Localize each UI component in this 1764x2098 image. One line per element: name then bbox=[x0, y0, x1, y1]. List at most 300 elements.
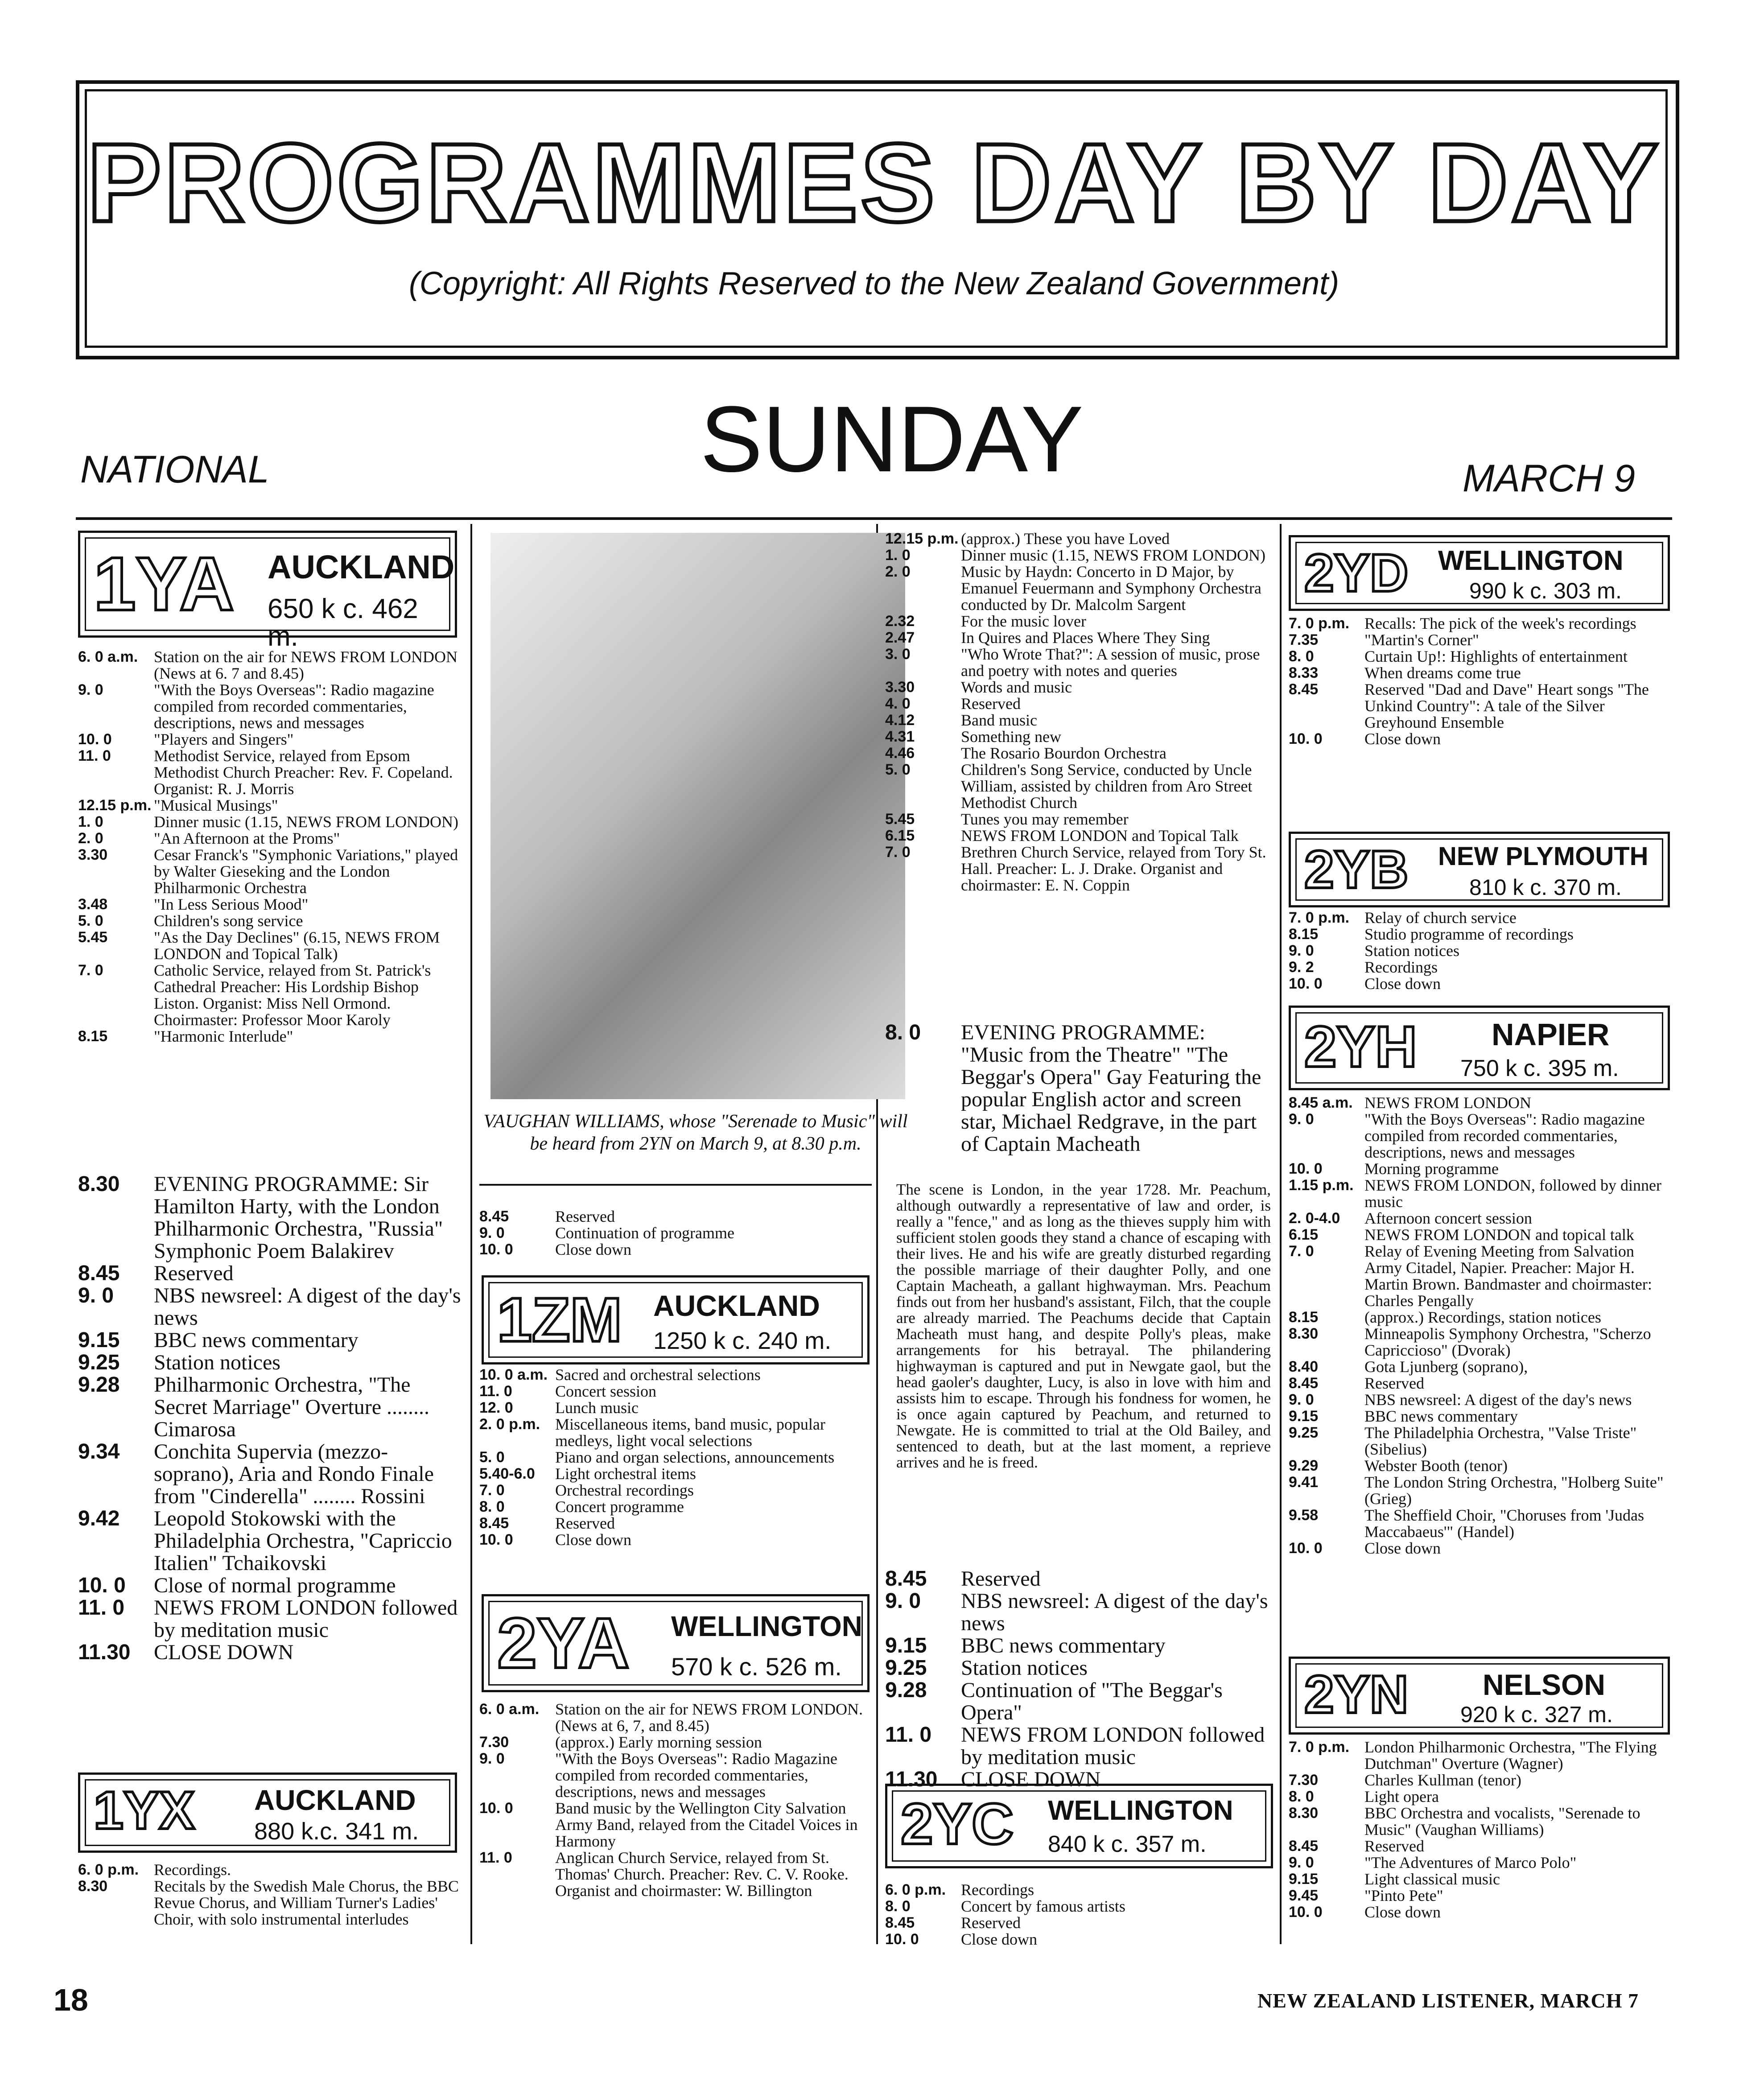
masthead-title: PROGRAMMES DAY BY DAY bbox=[87, 120, 1661, 245]
entry-time: 3.30 bbox=[78, 846, 108, 863]
schedule-entry bbox=[1289, 1425, 1672, 1458]
entry-time: 8.45 bbox=[1289, 681, 1319, 698]
schedule-entry bbox=[885, 613, 1271, 630]
entry-time: 11. 0 bbox=[78, 747, 111, 764]
station-sign-2yn: 2YN bbox=[1304, 1665, 1409, 1724]
entry-text: Cesar Franck's "Symphonic Variations," played by Walter Gieseking and the London Philharmonic Orchestra bbox=[154, 846, 458, 897]
entry-text: Catholic Service, relayed from St. Patrick's Cathedral Preacher: His Lordship Bishop Liston. Organist: Miss Nell Ormond. Choirmaster: Professor Moor Karoly bbox=[154, 961, 431, 1029]
schedule-entry bbox=[78, 649, 462, 682]
station-freq-2ya: 570 k c. 526 m. bbox=[671, 1653, 842, 1681]
schedule-entry bbox=[1289, 1772, 1672, 1789]
entry-time: 9. 0 bbox=[78, 681, 103, 698]
schedule-entry bbox=[1289, 1227, 1672, 1243]
entry-text: London Philharmonic Orchestra, "The Flying Dutchman" Overture (Wagner) bbox=[1364, 1738, 1657, 1772]
entry-text: The Sheffield Choir, "Choruses from 'Judas Maccabaeus'" (Handel) bbox=[1364, 1506, 1644, 1541]
schedule-entry bbox=[78, 682, 462, 731]
entry-text: CLOSE DOWN bbox=[961, 1768, 1101, 1791]
entry-text: Webster Booth (tenor) bbox=[1364, 1457, 1508, 1475]
entry-time: 9.42 bbox=[78, 1507, 120, 1530]
schedule-entry bbox=[1289, 1408, 1672, 1425]
entry-text: "Pinto Pete" bbox=[1364, 1887, 1443, 1904]
entry-text: "Harmonic Interlude" bbox=[154, 1027, 293, 1045]
entry-time: 10. 0 bbox=[479, 1241, 513, 1258]
schedule-entry bbox=[78, 1352, 462, 1374]
schedule-2yn bbox=[1289, 1739, 1672, 1921]
entry-text: NEWS FROM LONDON, followed by dinner music bbox=[1364, 1176, 1661, 1211]
entry-time: 7.30 bbox=[1289, 1772, 1319, 1789]
entry-text: In Quires and Places Where They Sing bbox=[961, 629, 1210, 647]
entry-time: 10. 0 bbox=[78, 1574, 126, 1597]
schedule-entry bbox=[78, 1173, 462, 1262]
station-box-2yd bbox=[1289, 535, 1670, 611]
entry-time: 9. 2 bbox=[1289, 959, 1314, 976]
entry-text: Miscellaneous items, band music, popular medleys, light vocal selections bbox=[555, 1415, 825, 1450]
schedule-entry bbox=[885, 762, 1271, 811]
schedule-entry bbox=[479, 1241, 872, 1258]
entry-time: 10. 0 bbox=[1289, 730, 1323, 747]
entry-text: Something new bbox=[961, 728, 1061, 746]
schedule-entry bbox=[78, 913, 462, 929]
schedule-entry bbox=[1289, 1871, 1672, 1888]
schedule-entry bbox=[78, 1285, 462, 1329]
schedule-entry bbox=[885, 729, 1271, 745]
entry-time: 5.40-6.0 bbox=[479, 1465, 535, 1482]
schedule-entry bbox=[1289, 1210, 1672, 1227]
entry-text: Reserved bbox=[961, 695, 1021, 713]
entry-time: 7. 0 bbox=[1289, 1243, 1314, 1260]
entry-text: Close down bbox=[555, 1531, 631, 1549]
schedule-entry bbox=[78, 1329, 462, 1352]
station-box-1zm bbox=[482, 1275, 870, 1364]
station-freq-2yd: 990 k c. 303 m. bbox=[1469, 578, 1622, 603]
entry-time: 8.15 bbox=[1289, 926, 1319, 943]
entry-time: 10. 0 bbox=[1289, 975, 1323, 992]
schedule-entry bbox=[78, 1262, 462, 1285]
entry-time: 9.15 bbox=[78, 1328, 120, 1352]
entry-time: 8. 0 bbox=[885, 1021, 921, 1044]
schedule-entry bbox=[885, 531, 1271, 547]
entry-time: 8. 0 bbox=[1289, 648, 1314, 665]
entry-time: 8.45 bbox=[885, 1567, 927, 1591]
station-box-1ya bbox=[78, 531, 457, 652]
entry-text: Minneapolis Symphony Orchestra, "Scherzo Capriccioso" (Dvorak) bbox=[1364, 1325, 1651, 1359]
entry-text: "In Less Serious Mood" bbox=[154, 895, 309, 913]
entry-time: 8.15 bbox=[78, 1028, 108, 1045]
schedule-entry bbox=[78, 1575, 462, 1597]
schedule-entry bbox=[885, 547, 1271, 564]
entry-time: 6. 0 p.m. bbox=[78, 1861, 139, 1878]
schedule-entry bbox=[78, 814, 462, 830]
entry-time: 1.15 p.m. bbox=[1289, 1177, 1354, 1194]
schedule-entry bbox=[479, 1416, 872, 1449]
schedule-entry bbox=[885, 696, 1271, 712]
schedule-entry bbox=[885, 1882, 1271, 1898]
entry-time: 9.34 bbox=[78, 1440, 120, 1463]
entry-time: 8.15 bbox=[1289, 1309, 1319, 1326]
station-freq-2yc: 840 k c. 357 m. bbox=[1048, 1831, 1207, 1857]
schedule-entry bbox=[885, 1898, 1271, 1915]
station-sign-1zm: 1ZM bbox=[497, 1285, 622, 1355]
entry-text: Recalls: The pick of the week's recordings bbox=[1364, 614, 1636, 632]
entry-time: 7. 0 bbox=[479, 1482, 505, 1499]
schedule-entry bbox=[1289, 926, 1672, 943]
schedule-entry bbox=[885, 630, 1271, 646]
station-city-2yn: NELSON bbox=[1483, 1668, 1606, 1701]
entry-text: EVENING PROGRAMME: "Music from the Theatre" "The Beggar's Opera" Gay Featuring the popular English actor and screen star, Michael Redgrave, in the part of Captain Macheath bbox=[961, 1021, 1261, 1156]
schedule-entry bbox=[78, 797, 462, 814]
entry-time: 8.45 bbox=[479, 1208, 509, 1225]
station-sign-2yd: 2YD bbox=[1304, 543, 1409, 603]
entry-text: Close down bbox=[1364, 730, 1441, 748]
station-freq-1yx: 880 k.c. 341 m. bbox=[254, 1818, 419, 1845]
entry-text: Anglican Church Service, relayed from St. Thomas' Church. Preacher: Rev. C. V. Rooke. Organist and choirmaster: W. Billington bbox=[555, 1849, 849, 1900]
entry-text: BBC news commentary bbox=[961, 1634, 1166, 1657]
entry-text: Recordings bbox=[961, 1881, 1034, 1899]
entry-text: Relay of church service bbox=[1364, 909, 1517, 927]
schedule-entry bbox=[1289, 1540, 1672, 1557]
station-sign-2yb: 2YB bbox=[1304, 840, 1409, 899]
schedule-entry bbox=[1289, 681, 1672, 731]
entry-text: Dinner music (1.15, NEWS FROM LONDON) bbox=[961, 546, 1265, 564]
schedule-entry bbox=[1289, 1359, 1672, 1375]
station-box-2ya bbox=[482, 1594, 870, 1692]
entry-text: Station notices bbox=[1364, 942, 1459, 960]
header-rule bbox=[76, 517, 1672, 520]
entry-time: 9. 0 bbox=[479, 1750, 505, 1767]
station-city-2yb: NEW PLYMOUTH bbox=[1438, 842, 1649, 871]
schedule-entry bbox=[1289, 731, 1672, 747]
entry-time: 9.25 bbox=[1289, 1424, 1319, 1441]
entry-time: 2. 0-4.0 bbox=[1289, 1210, 1340, 1227]
station-freq-2yb: 810 k c. 370 m. bbox=[1469, 875, 1622, 900]
entry-time: 4.46 bbox=[885, 745, 915, 762]
schedule-entry bbox=[885, 1679, 1271, 1724]
station-freq-2yh: 750 k c. 395 m. bbox=[1460, 1055, 1619, 1081]
station-box-2yb bbox=[1289, 832, 1670, 907]
entry-text: Concert by famous artists bbox=[961, 1897, 1125, 1915]
schedule-2ya bbox=[479, 1701, 872, 1899]
station-box-2yc bbox=[885, 1784, 1273, 1868]
entry-time: 8.45 bbox=[78, 1261, 120, 1285]
entry-text: Philharmonic Orchestra, "The Secret Marriage" Overture ........ Cimarosa bbox=[154, 1373, 429, 1441]
entry-text: Reserved bbox=[555, 1514, 615, 1532]
story-synopsis: The scene is London, in the year 1728. Mr. Peachum, although outwardly a representative of law and order, is really a "fence," and as long as the thieves supply him with sufficient stolen goods they stand a chance of escaping with their lives. He and his wife are greatly disturbed regarding the possible marriage of their daughter Polly, and one Captain Macheath, a gallant highwayman. Mrs. Peachum finds out from her husband's assistant, Filch, that the couple are already married. The Peachums decide that Captain Macheath must hang, and despite Polly's pleas, make arrangements for his betrayal. The philandering highwayman is captured and put in Newgate gaol, but the head gaoler's daughter, Lucy, is also in love with him and assists him to escape. Through his fondness for women, he is once again captured by Peachum, and returned to Newgate. He is committed to trial at the Old Bailey, and sentenced to death, but at the last moment, a reprieve arrives and he is freed. bbox=[896, 1181, 1271, 1471]
entry-text: "Who Wrote That?": A session of music, prose and poetry with notes and queries bbox=[961, 645, 1260, 680]
entry-time: 9.25 bbox=[885, 1656, 927, 1680]
entry-text: Dinner music (1.15, NEWS FROM LONDON) bbox=[154, 813, 458, 831]
entry-time: 2.47 bbox=[885, 629, 915, 646]
entry-text: Relay of Evening Meeting from Salvation Army Citadel, Napier. Preacher: Major H. Martin Brown. Bandmaster and choirmaster: Charles Pengally bbox=[1364, 1242, 1652, 1310]
entry-time: 2.32 bbox=[885, 613, 915, 630]
schedule-entry bbox=[1289, 1855, 1672, 1871]
station-city-2yh: NAPIER bbox=[1492, 1017, 1610, 1052]
entry-text: "With the Boys Overseas": Radio magazine compiled from recorded commentaries, descriptions, news and messages bbox=[154, 681, 434, 732]
entry-text: Words and music bbox=[961, 678, 1072, 696]
entry-text: Orchestral recordings bbox=[555, 1481, 694, 1499]
schedule-entry bbox=[1289, 648, 1672, 665]
entry-time: 11.30 bbox=[885, 1768, 938, 1791]
entry-text: BBC Orchestra and vocalists, "Serenade to Music" (Vaughan Williams) bbox=[1364, 1804, 1640, 1838]
entry-time: 4.31 bbox=[885, 728, 915, 745]
entry-time: 3.48 bbox=[78, 896, 108, 913]
schedule-entry bbox=[78, 962, 462, 1028]
entry-text: Close down bbox=[961, 1930, 1037, 1948]
entry-time: 12.15 p.m. bbox=[78, 797, 152, 814]
schedule-2ya-afternoon bbox=[885, 531, 1271, 894]
schedule-entry bbox=[885, 844, 1271, 894]
entry-time: 8.45 a.m. bbox=[1289, 1094, 1353, 1111]
entry-text: Reserved bbox=[555, 1208, 615, 1225]
entry-time: 9.25 bbox=[78, 1351, 120, 1374]
schedule-entry bbox=[479, 1850, 872, 1899]
schedule-entry bbox=[1289, 1243, 1672, 1309]
entry-time: 9.41 bbox=[1289, 1474, 1319, 1491]
entry-text: NEWS FROM LONDON bbox=[1364, 1094, 1532, 1112]
schedule-entry bbox=[1289, 1326, 1672, 1359]
schedule-entry bbox=[1289, 1095, 1672, 1111]
schedule-entry bbox=[479, 1208, 872, 1225]
schedule-entry bbox=[1289, 1111, 1672, 1161]
evening-1ya bbox=[78, 1173, 462, 1664]
schedule-entry bbox=[479, 1515, 872, 1532]
schedule-entry bbox=[885, 828, 1271, 844]
entry-text: Continuation of programme bbox=[555, 1224, 734, 1242]
schedule-entry bbox=[479, 1367, 872, 1383]
entry-time: 9.28 bbox=[885, 1678, 927, 1702]
station-city-1yx: AUCKLAND bbox=[254, 1784, 416, 1816]
schedule-entry bbox=[1289, 615, 1672, 632]
entry-text: Station notices bbox=[961, 1656, 1088, 1680]
entry-time: 6. 0 a.m. bbox=[78, 648, 138, 665]
entry-time: 12. 0 bbox=[479, 1399, 513, 1416]
entry-text: "As the Day Declines" (6.15, NEWS FROM LONDON and Topical Talk) bbox=[154, 928, 440, 963]
entry-text: (approx.) Early morning session bbox=[555, 1733, 762, 1751]
schedule-entry bbox=[479, 1400, 872, 1416]
entry-text: Recordings bbox=[1364, 958, 1438, 976]
station-box-2yh bbox=[1289, 1006, 1670, 1090]
entry-time: 9. 0 bbox=[1289, 1111, 1314, 1128]
entry-time: 6. 0 p.m. bbox=[885, 1881, 946, 1898]
schedule-entry bbox=[885, 1590, 1271, 1635]
schedule-entry bbox=[479, 1466, 872, 1482]
entry-text: Reserved bbox=[1364, 1837, 1424, 1855]
entry-time: 12.15 p.m. bbox=[885, 530, 959, 547]
station-box-2yn bbox=[1289, 1657, 1670, 1735]
schedule-entry bbox=[479, 1482, 872, 1499]
entry-time: 9.15 bbox=[1289, 1871, 1319, 1888]
entry-text: Reserved "Dad and Dave" Heart songs "The Unkind Country": A tale of the Silver Greyhound Ensemble bbox=[1364, 680, 1649, 731]
entry-text: Gota Ljunberg (soprano), bbox=[1364, 1358, 1528, 1376]
entry-time: 2. 0 bbox=[78, 830, 103, 847]
entry-text: "Players and Singers" bbox=[154, 730, 294, 748]
schedule-entry bbox=[78, 1441, 462, 1508]
masthead-copyright: (Copyright: All Rights Reserved to the New Zealand Government) bbox=[408, 266, 1339, 301]
entry-time: 11. 0 bbox=[479, 1849, 512, 1866]
schedule-entry bbox=[1289, 1309, 1672, 1326]
entry-text: Reserved bbox=[961, 1914, 1021, 1932]
entry-time: 6.15 bbox=[1289, 1226, 1319, 1243]
entry-time: 7. 0 bbox=[885, 844, 911, 861]
entry-time: 9. 0 bbox=[479, 1224, 505, 1241]
portrait-photo bbox=[490, 533, 905, 1099]
entry-time: 4. 0 bbox=[885, 695, 911, 712]
entry-text: Concert programme bbox=[555, 1498, 684, 1516]
station-sign-2ya: 2YA bbox=[497, 1603, 630, 1683]
entry-text: The London String Orchestra, "Holberg Suite" (Grieg) bbox=[1364, 1473, 1664, 1508]
entry-text: Studio programme of recordings bbox=[1364, 925, 1574, 943]
schedule-entry bbox=[1289, 910, 1672, 926]
entry-text: "Martin's Corner" bbox=[1364, 631, 1479, 649]
entry-time: 11. 0 bbox=[78, 1596, 125, 1620]
entry-time: 10. 0 bbox=[885, 1931, 919, 1948]
entry-time: 9.58 bbox=[1289, 1507, 1319, 1524]
schedule-entry bbox=[1289, 1507, 1672, 1540]
entry-time: 8.45 bbox=[885, 1914, 915, 1931]
entry-time: 8.33 bbox=[1289, 664, 1319, 681]
schedule-after-photo bbox=[479, 1208, 872, 1258]
entry-text: Light opera bbox=[1364, 1788, 1439, 1805]
entry-time: 4.12 bbox=[885, 712, 915, 729]
schedule-entry bbox=[479, 1734, 872, 1751]
entry-text: Conchita Supervia (mezzo-soprano), Aria and Rondo Finale from "Cinderella" ........ Rossini bbox=[154, 1440, 434, 1508]
entry-text: NBS newsreel: A digest of the day's news bbox=[961, 1589, 1268, 1635]
entry-text: Leopold Stokowski with the Philadelphia Orchestra, "Capriccio Italien" Tchaikovski bbox=[154, 1507, 452, 1575]
day-heading: SUNDAY bbox=[700, 387, 1084, 491]
entry-text: Reserved bbox=[154, 1261, 234, 1285]
entry-text: Afternoon concert session bbox=[1364, 1209, 1532, 1227]
schedule-entry bbox=[1289, 976, 1672, 992]
entry-time: 7.30 bbox=[479, 1734, 509, 1751]
entry-text: Close down bbox=[1364, 1539, 1441, 1557]
network-label: NATIONAL bbox=[80, 448, 269, 491]
schedule-entry bbox=[78, 1374, 462, 1441]
entry-text: When dreams come true bbox=[1364, 664, 1521, 682]
entry-text: Light classical music bbox=[1364, 1870, 1500, 1888]
entry-time: 8.45 bbox=[1289, 1375, 1319, 1392]
schedule-entry bbox=[1289, 959, 1672, 976]
schedule-entry bbox=[885, 1915, 1271, 1931]
schedule-entry bbox=[885, 564, 1271, 613]
entry-time: 8. 0 bbox=[885, 1898, 911, 1915]
schedule-entry bbox=[479, 1383, 872, 1400]
entry-time: 9.29 bbox=[1289, 1457, 1319, 1474]
schedule-entry bbox=[78, 748, 462, 797]
schedule-entry bbox=[1289, 1739, 1672, 1772]
station-sign-2yc: 2YC bbox=[901, 1791, 1014, 1856]
page-number: 18 bbox=[54, 1983, 88, 2017]
entry-time: 8.45 bbox=[479, 1515, 509, 1532]
entry-text: Close down bbox=[1364, 975, 1441, 993]
schedule-2yc bbox=[885, 1882, 1271, 1948]
entry-time: 3.30 bbox=[885, 679, 915, 696]
evening-2ya-late bbox=[885, 1568, 1271, 1791]
schedule-entry bbox=[1289, 1177, 1672, 1210]
entry-text: NEWS FROM LONDON followed by meditation music bbox=[961, 1723, 1265, 1769]
entry-text: Close of normal programme bbox=[154, 1574, 396, 1597]
entry-text: Curtain Up!: Highlights of entertainment bbox=[1364, 647, 1628, 665]
entry-text: NEWS FROM LONDON followed by meditation music bbox=[154, 1596, 458, 1642]
entry-time: 9. 0 bbox=[1289, 1854, 1314, 1871]
entry-text: Children's song service bbox=[154, 912, 303, 930]
station-city-2ya: WELLINGTON bbox=[671, 1610, 862, 1642]
entry-text: NBS newsreel: A digest of the day's news bbox=[1364, 1391, 1632, 1409]
entry-text: Reserved bbox=[961, 1567, 1041, 1591]
entry-time: 8.45 bbox=[1289, 1838, 1319, 1855]
schedule-entry bbox=[479, 1701, 872, 1734]
schedule-entry bbox=[1289, 1474, 1672, 1507]
entry-time: 8. 0 bbox=[479, 1498, 505, 1515]
schedule-entry bbox=[1289, 1904, 1672, 1921]
entry-time: 1. 0 bbox=[885, 547, 911, 564]
entry-text: NEWS FROM LONDON and Topical Talk bbox=[961, 827, 1239, 845]
schedule-entry bbox=[885, 1931, 1271, 1948]
entry-text: BBC news commentary bbox=[154, 1328, 359, 1352]
schedule-entry bbox=[885, 1568, 1271, 1590]
schedule-entry bbox=[78, 896, 462, 913]
entry-text: "The Adventures of Marco Polo" bbox=[1364, 1854, 1577, 1871]
schedule-entry bbox=[1289, 632, 1672, 648]
station-sign-1ya: 1YA bbox=[94, 542, 235, 627]
entry-time: 6. 0 a.m. bbox=[479, 1701, 540, 1718]
entry-time: 5. 0 bbox=[885, 761, 911, 778]
entry-time: 9. 0 bbox=[1289, 1391, 1314, 1408]
entry-time: 10. 0 bbox=[479, 1800, 513, 1817]
schedule-entry bbox=[1289, 1838, 1672, 1855]
entry-time: 9.28 bbox=[78, 1373, 120, 1397]
entry-text: "An Afternoon at the Proms" bbox=[154, 829, 340, 847]
schedule-entry bbox=[479, 1532, 872, 1548]
schedule-entry bbox=[78, 1028, 462, 1045]
entry-text: "With the Boys Overseas": Radio magazine compiled from recorded commentaries, descriptions, news and messages bbox=[1364, 1110, 1645, 1161]
schedule-entry bbox=[78, 1597, 462, 1641]
entry-time: 7. 0 bbox=[78, 962, 103, 979]
station-freq-1zm: 1250 k c. 240 m. bbox=[653, 1327, 832, 1354]
schedule-entry bbox=[78, 1641, 462, 1664]
station-box-1yx bbox=[78, 1772, 457, 1853]
schedule-entry bbox=[479, 1449, 872, 1466]
date-label: MARCH 9 bbox=[1463, 457, 1636, 500]
entry-time: 9.15 bbox=[885, 1634, 927, 1657]
entry-text: Station notices bbox=[154, 1351, 280, 1374]
entry-text: Charles Kullman (tenor) bbox=[1364, 1771, 1521, 1789]
station-sign-2yh: 2YH bbox=[1304, 1014, 1417, 1079]
entry-text: The Rosario Bourdon Orchestra bbox=[961, 744, 1166, 762]
entry-text: (approx.) These you have Loved bbox=[961, 530, 1170, 548]
entry-time: 6.15 bbox=[885, 827, 915, 844]
entry-time: 7. 0 p.m. bbox=[1289, 615, 1350, 632]
entry-time: 7.35 bbox=[1289, 631, 1319, 648]
entry-text: For the music lover bbox=[961, 612, 1086, 630]
entry-time: 9. 0 bbox=[78, 1284, 114, 1307]
entry-time: 8.30 bbox=[78, 1172, 120, 1196]
schedule-entry bbox=[479, 1499, 872, 1515]
station-city-1zm: AUCKLAND bbox=[653, 1289, 820, 1322]
entry-time: 9.15 bbox=[1289, 1408, 1319, 1425]
entry-text: Tunes you may remember bbox=[961, 810, 1129, 828]
schedule-entry bbox=[1289, 1375, 1672, 1392]
schedule-2yd bbox=[1289, 615, 1672, 747]
entry-text: Recitals by the Swedish Male Chorus, the BBC Revue Chorus, and William Turner's Ladies' Choir, with solo instrumental interludes bbox=[154, 1877, 459, 1928]
schedule-entry bbox=[479, 1225, 872, 1241]
schedule-entry bbox=[1289, 1392, 1672, 1408]
entry-time: 9.45 bbox=[1289, 1887, 1319, 1904]
entry-text: The Philadelphia Orchestra, "Valse Triste" (Sibelius) bbox=[1364, 1424, 1637, 1458]
entry-text: Sacred and orchestral selections bbox=[555, 1366, 761, 1384]
entry-time: 3. 0 bbox=[885, 646, 911, 663]
entry-time: 7. 0 p.m. bbox=[1289, 909, 1350, 926]
entry-text: Lunch music bbox=[555, 1399, 639, 1417]
schedule-entry bbox=[78, 1878, 462, 1928]
